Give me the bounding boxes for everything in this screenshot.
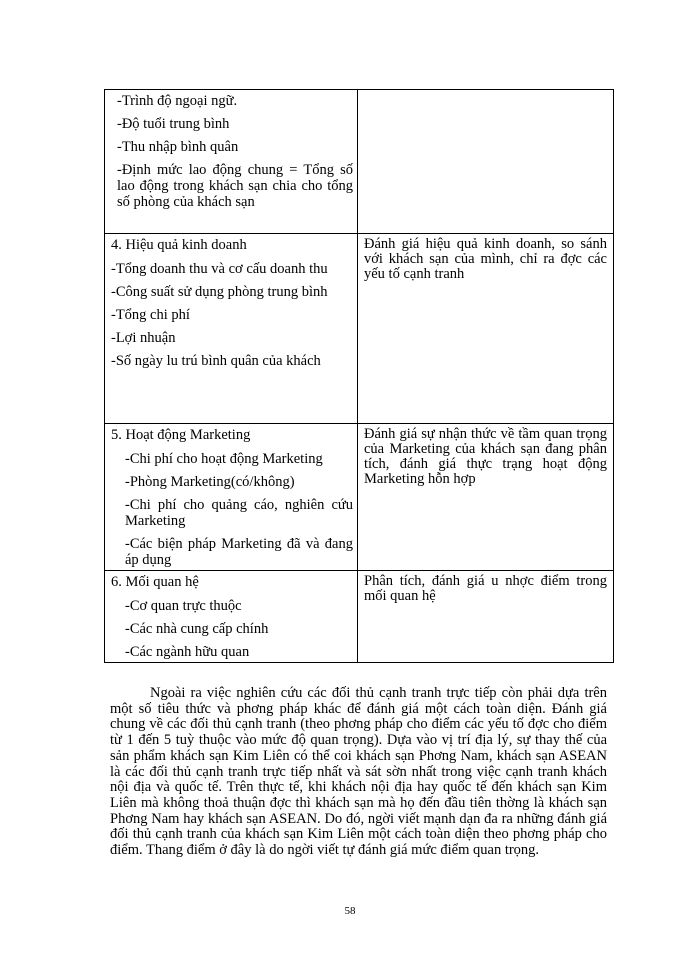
list-item: -Định mức lao động chung = Tổng số lao động trong khách sạn chia cho tổng số phòng của khách sạn	[117, 162, 353, 210]
table-cell-evaluation	[358, 234, 614, 424]
list-item: -Lợi nhuận	[111, 330, 176, 346]
list-item: -Trình độ ngoại ngữ.	[117, 93, 238, 109]
table-row	[105, 424, 614, 571]
list-item: -Chi phí cho quảng cáo, nghiên cứu Marketing	[125, 497, 353, 529]
list-item: -Độ tuổi trung bình	[117, 116, 230, 132]
table-cell-criteria	[105, 424, 358, 571]
table-cell-criteria	[105, 234, 358, 424]
list-item: -Công suất sử dụng phòng trung bình	[111, 284, 328, 300]
section-heading: 5. Hoạt động Marketing	[111, 427, 251, 443]
evaluation-text: Đánh giá hiệu quả kinh doanh, so sánh với khách sạn của mình, chỉ ra đợc các yếu tố cạnh tranh	[364, 236, 607, 282]
list-item: -Các nhà cung cấp chính	[125, 621, 269, 637]
list-item: -Tổng chi phí	[111, 307, 190, 323]
table-row	[105, 571, 614, 663]
table-cell-criteria	[105, 571, 358, 663]
competitor-criteria-table	[104, 89, 614, 663]
evaluation-text	[358, 90, 613, 95]
evaluation-text: Đánh giá sự nhận thức về tầm quan trọng của Marketing của khách sạn đang phân tích, đánh giá thực trạng hoạt động Marketing hỗn hợp	[364, 426, 607, 487]
table-row	[105, 90, 614, 234]
table-cell-evaluation	[358, 571, 614, 663]
page-number: 58	[344, 905, 356, 917]
list-item: -Các ngành hữu quan	[125, 644, 250, 660]
table-cell-evaluation	[358, 90, 614, 234]
section-heading: 4. Hiệu quả kinh doanh	[111, 237, 247, 253]
table-row	[105, 234, 614, 424]
body-paragraph: Ngoài ra việc nghiên cứu các đối thủ cạnh tranh trực tiếp còn phải dựa trên một số tiêu thức và phơng pháp khác để đánh giá một cách toàn diện. Đánh giá chung về các đối thủ cạnh tranh (theo phơng pháp cho điểm các yếu tố đợc cho điểm từ 1 đến 5 tuỳ thuộc vào mức độ quan trọng). Dựa vào vị trí địa lý, sự thay thế của sản phẩm khách sạn Kim Liên có thể coi khách sạn Phơng Nam, khách sạn ASEAN là các đối thủ cạnh tranh trực tiếp nhất và sát sờn nhất trong việc cạnh tranh khách nội địa và quốc tế. Trên thực tế, khi khách nội địa hay quốc tế đến khách sạn Kim Liên mà không thoả thuận đợc thì khách sạn mà họ đến đầu tiên thờng là khách sạn Phơng Nam hay khách sạn ASEAN. Do đó, ngời viết mạnh dạn đa ra những đánh giá đối thủ cạnh tranh của khách sạn Kim Liên một cách toàn diện theo phơng pháp cho điểm. Thang điểm ở đây là do ngời viết tự đánh giá mức điểm quan trọng.	[110, 685, 607, 859]
list-item: -Thu nhập bình quân	[117, 139, 239, 155]
table-cell-evaluation	[358, 424, 614, 571]
section-heading: 6. Mối quan hệ	[111, 574, 199, 590]
evaluation-text: Phân tích, đánh giá u nhợc điểm trong mối quan hệ	[364, 573, 607, 604]
list-item: -Các biện pháp Marketing đã và đang áp dụng	[125, 536, 353, 568]
list-item: -Chi phí cho hoạt động Marketing	[125, 451, 323, 467]
list-item: -Số ngày lu trú bình quân của khách	[111, 353, 321, 369]
list-item: -Tổng doanh thu và cơ cấu doanh thu	[111, 261, 328, 277]
table-cell-criteria	[105, 90, 358, 234]
list-item: -Phòng Marketing(có/không)	[125, 474, 295, 490]
list-item: -Cơ quan trực thuộc	[125, 598, 242, 614]
